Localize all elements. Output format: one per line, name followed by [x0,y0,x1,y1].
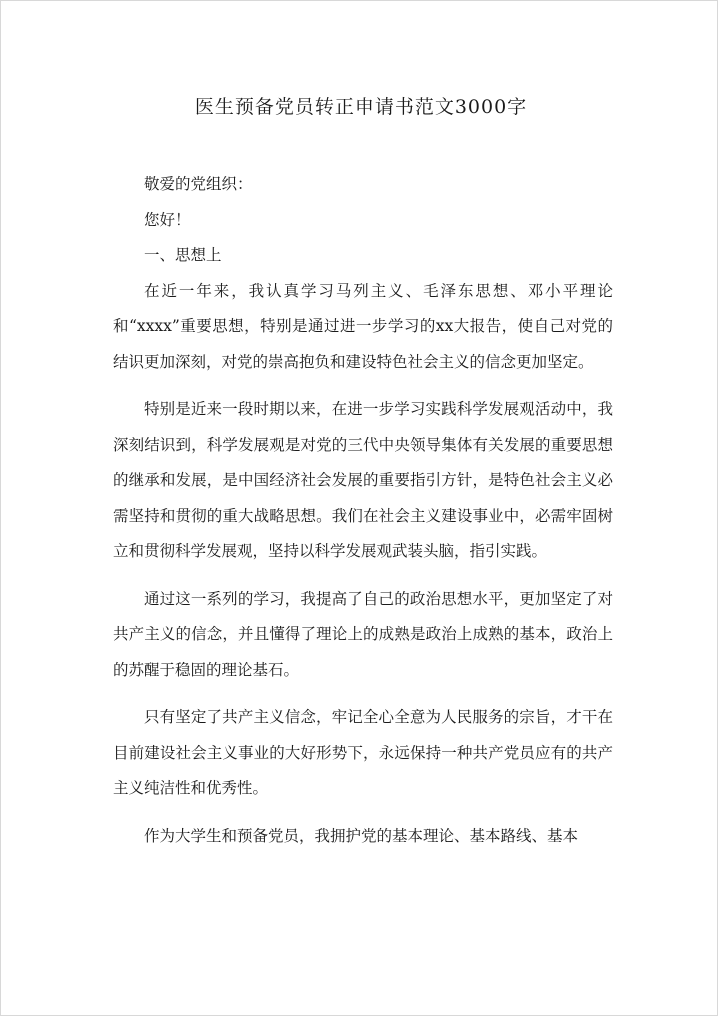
paragraph: 通过这一系列的学习，我提高了自己的政治思想水平，更加坚定了对共产主义的信念，并且懂得了理论上的成熟是政治上成熟的基本，政治上的苏醒于稳固的理论基石。 [113,589,613,679]
paragraph: 在近一年来，我认真学习马列主义、毛泽东思想、邓小平理论和“xxxx”重要思想，特别是通过进一步学习的xx大报告，使自己对党的结识更加深刻，对党的崇高抱负和建设特色社会主义的信念更加坚定。 [113,281,613,371]
greeting: 您好！ [144,210,191,229]
document-body [113,167,613,854]
paragraph: 作为大学生和预备党员，我拥护党的基本理论、基本路线、基本 [144,826,579,845]
section-heading: 一、思想上 [144,246,222,264]
salutation: 敬爱的党组织： [144,175,253,193]
paragraph: 只有坚定了共产主义信念，牢记全心全意为人民服务的宗旨，才干在目前建设社会主义事业的大好形势下，永远保持一种共产党员应有的共产主义纯洁性和优秀性。 [113,708,613,797]
document-title: 医生预备党员转正申请书范文3000字 [194,96,528,118]
paragraph: 特别是近来一段时期以来，在进一步学习实践科学发展观活动中，我深刻结识到，科学发展观是对党的三代中央领导集体有关发展的重要思想的继承和发展，是中国经济社会发展的重要指引方针，是特色社会主义必需坚持和贯彻的重大战略思想。我们在社会主义建设事业中，必需牢固树立和贯彻科学发展观，坚持以科学发展观武装头脑，指引实践。 [113,400,613,560]
